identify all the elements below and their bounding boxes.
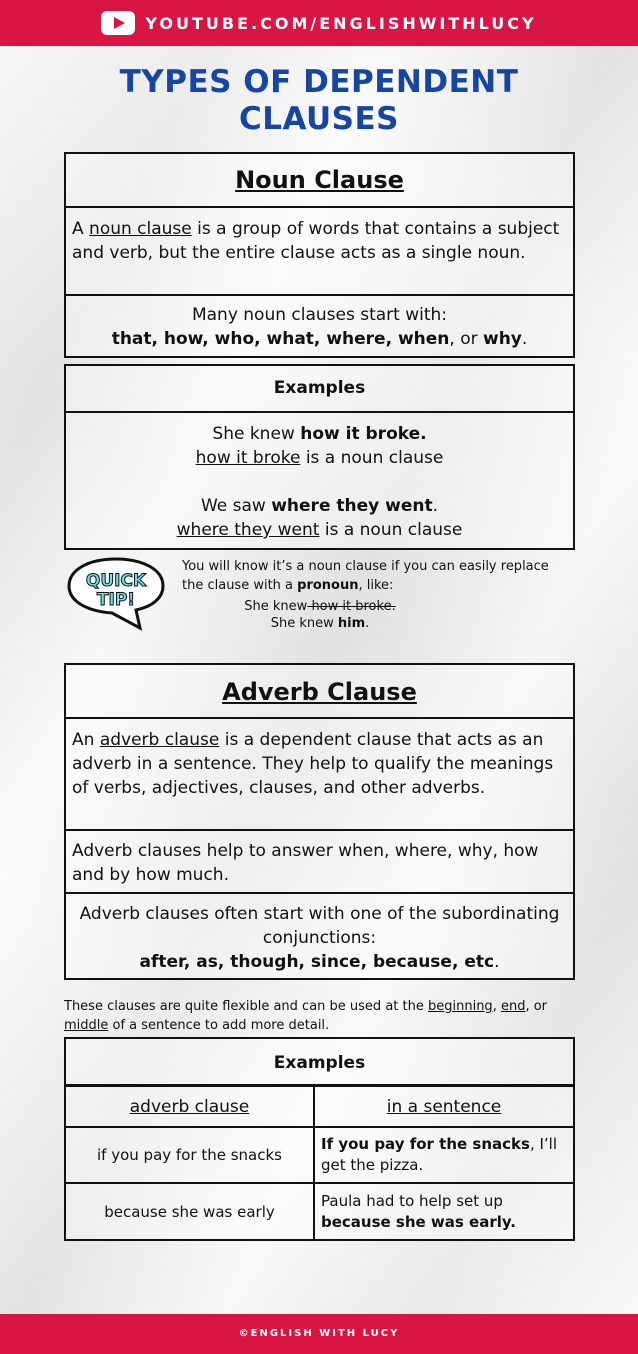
- quick-tip-bubble: [66, 555, 166, 631]
- starters-list: [72, 327, 567, 351]
- col-header-clause: [66, 1086, 314, 1127]
- noun-example-1: [72, 422, 567, 446]
- tip-line-2: TIP!: [96, 590, 136, 610]
- note-beginning: beginning: [427, 999, 493, 1014]
- tip-text-suffix: , like:: [358, 578, 394, 593]
- adverb-clause-definition: [66, 717, 573, 829]
- row2-clause: because she was early: [66, 1183, 314, 1239]
- tip-text-bold: pronoun: [297, 578, 359, 593]
- adverb-clause-starters: [66, 892, 573, 978]
- note-prefix: These clauses are quite flexible and can be used at the: [64, 999, 428, 1014]
- title-line-1: TYPES OF DEPENDENT: [119, 64, 519, 100]
- note-sep-2: , or: [525, 999, 548, 1014]
- quick-tip-examples: [182, 598, 458, 632]
- adverb-clause-heading: Adverb Clause: [222, 678, 417, 706]
- title-line-2: CLAUSES: [238, 101, 400, 137]
- table-header-row: [66, 1086, 573, 1127]
- note-end: end: [500, 999, 526, 1014]
- ex1-prefix: She knew: [212, 424, 301, 444]
- adv-def-body: is a dependent clause that acts as an adverb in a sentence. They help to qualify the meanings of verbs, adjectives, clauses, and other adverbs.: [72, 730, 554, 798]
- adverb-examples-table: [66, 1085, 573, 1239]
- footer-copyright: ©ENGLISH WITH LUCY: [238, 1328, 400, 1339]
- starter-last: why: [483, 329, 522, 349]
- top-banner: [0, 0, 638, 46]
- row2-sentence: [314, 1183, 573, 1239]
- adv-starters-list: [72, 950, 567, 974]
- ex2-clause-bold: where they went: [271, 496, 433, 516]
- noun-examples-heading: Examples: [273, 378, 366, 398]
- noun-clause-definition: [66, 206, 573, 294]
- def-body: is a group of words that contains a subject and verb, but the entire clause acts as a single noun.: [72, 219, 560, 263]
- speech-bubble-icon: [66, 555, 166, 631]
- row1-s-post: , I’ll get the pizza.: [321, 1135, 558, 1174]
- row1-clause: if you pay for the snacks: [66, 1127, 314, 1183]
- adverb-examples-box: [64, 1037, 575, 1241]
- table-row: [66, 1127, 573, 1183]
- noun-example-2: [72, 494, 567, 518]
- row1-s-bold: If you pay for the snacks: [321, 1135, 530, 1153]
- tip-ex1-prefix: She knew: [244, 599, 308, 614]
- ex1-clause-bold: how it broke.: [300, 424, 427, 444]
- tip-ex2-pronoun: him: [337, 616, 366, 631]
- noun-clause-heading: Noun Clause: [235, 166, 404, 194]
- ex1-note: is a noun clause: [300, 448, 444, 468]
- adv-def-term: adverb clause: [99, 730, 220, 750]
- page-title: [0, 64, 638, 138]
- note-middle: middle: [64, 1018, 109, 1033]
- col2-label: in a sentence: [386, 1096, 502, 1117]
- note-sep-1: ,: [492, 999, 501, 1014]
- starters-intro: Many noun clauses start with:: [191, 305, 448, 325]
- adverb-examples-heading: Examples: [66, 1039, 573, 1085]
- tip-text-prefix: You will know it’s a noun clause if you can easily replace the clause with a: [182, 559, 549, 593]
- quick-tip-text: [182, 557, 562, 595]
- adv-starter-words: after, as, though, since, because, etc: [139, 952, 495, 972]
- starter-words: that, how, who, what, where, when: [111, 329, 450, 349]
- ex2-end: .: [432, 496, 439, 516]
- tip-ex2-prefix: She knew: [270, 616, 338, 631]
- def-term: noun clause: [89, 219, 192, 239]
- noun-clause-starters: [66, 294, 573, 356]
- tip-example-1: [182, 598, 458, 615]
- channel-url[interactable]: YOUTUBE.COM/ENGLISHWITHLUCY: [145, 13, 537, 33]
- note-suffix: of a sentence to add more detail.: [108, 1018, 330, 1033]
- noun-example-1-note: [72, 446, 567, 470]
- starter-end: .: [521, 329, 528, 349]
- adverb-clause-box: [64, 663, 575, 980]
- footer-banner: [0, 1314, 638, 1354]
- noun-examples-box: [64, 364, 575, 550]
- ex2-note: is a noun clause: [319, 520, 463, 540]
- row2-s-bold: because she was early.: [321, 1212, 516, 1231]
- adv-starters-intro: Adverb clauses often start with one of the subordinating conjunctions:: [79, 904, 560, 948]
- ex2-prefix: We saw: [200, 496, 272, 516]
- noun-example-2-note: [72, 518, 567, 542]
- flexibility-note: [64, 997, 584, 1035]
- adv-def-prefix: An: [72, 730, 100, 750]
- tip-example-2: [182, 615, 458, 632]
- row1-sentence: [314, 1127, 573, 1183]
- row2-s-pre: Paula had to help set up: [321, 1191, 503, 1210]
- tip-ex2-end: .: [365, 616, 370, 631]
- tip-ex1-struck: how it broke.: [307, 599, 396, 614]
- ex1-clause: how it broke: [195, 448, 301, 468]
- def-prefix: A: [72, 219, 90, 239]
- starter-or: , or: [449, 329, 483, 349]
- ex2-clause: where they went: [176, 520, 320, 540]
- noun-clause-box: [64, 152, 575, 358]
- youtube-play-icon: [101, 11, 135, 35]
- tip-line-1: QUICK: [85, 571, 147, 591]
- adverb-clause-answers: Adverb clauses help to answer when, where, why, how and by how much.: [66, 829, 573, 892]
- col-header-sentence: [314, 1086, 573, 1127]
- table-row: [66, 1183, 573, 1239]
- col1-label: adverb clause: [129, 1096, 250, 1117]
- noun-examples-body: [66, 411, 573, 548]
- adv-starter-end: .: [494, 952, 500, 972]
